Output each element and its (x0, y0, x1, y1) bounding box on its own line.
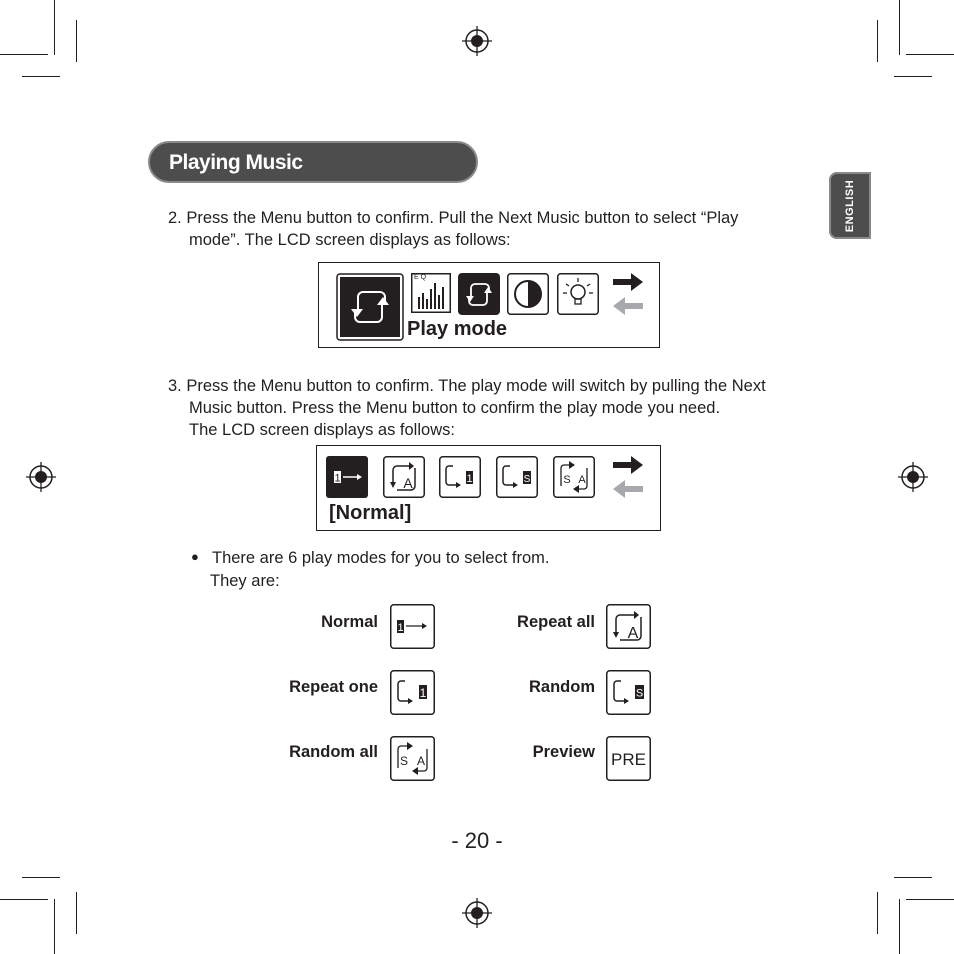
language-tab (829, 172, 871, 239)
crop-mark (906, 899, 954, 900)
bullet-line1: There are 6 play modes for you to select from. (212, 549, 550, 567)
random-all-icon (553, 456, 595, 498)
mode-label-random: Random (529, 678, 595, 696)
random-icon (606, 670, 651, 715)
mode-label-random-all: Random all (289, 743, 378, 761)
registration-mark-icon (462, 26, 492, 56)
icon-letter: S (523, 474, 531, 485)
page-number: - 20 - (451, 828, 503, 853)
repeat-all-icon (383, 456, 425, 498)
step3-line3: The LCD screen displays as follows: (189, 421, 455, 439)
lcd-screen-play-mode (318, 262, 660, 348)
icon-letter: S (563, 474, 571, 486)
language-tab-text: ENGLISH (844, 179, 856, 232)
random-icon (496, 456, 538, 498)
crop-mark (0, 54, 48, 55)
bullet-line2: They are: (210, 572, 280, 590)
step2-line2: mode”. The LCD screen displays as follows: (189, 231, 511, 249)
crop-mark (899, 899, 900, 954)
prev-arrow-icon (613, 480, 643, 498)
bullet-icon: ● (191, 549, 199, 564)
normal-mode-icon (390, 604, 435, 649)
crop-mark (894, 76, 932, 77)
icon-digit: 1 (397, 622, 404, 634)
registration-mark-icon (462, 898, 492, 928)
mode-label-normal: Normal (321, 613, 378, 631)
icon-letter: S (635, 687, 644, 700)
normal-mode-icon (326, 456, 368, 498)
registration-mark-icon (898, 462, 928, 492)
crop-mark (877, 20, 878, 62)
play-mode-icon (458, 273, 500, 315)
crop-mark (54, 0, 55, 55)
mode-label-preview: Preview (532, 743, 595, 761)
crop-mark (76, 892, 77, 934)
eq-icon-letters: E Q (414, 274, 427, 281)
crop-mark (54, 899, 55, 954)
prev-arrow-icon (613, 297, 643, 315)
registration-mark-icon (26, 462, 56, 492)
step3-line2: Music button. Press the Menu button to confirm the play mode you need. (189, 399, 721, 417)
icon-letter: A (627, 625, 639, 642)
crop-mark (0, 899, 48, 900)
icon-digit: 1 (419, 686, 427, 700)
random-all-icon (390, 736, 435, 781)
icon-text-pre: PRE (611, 750, 646, 769)
icon-letter: A (416, 754, 426, 768)
icon-letter: A (403, 475, 413, 491)
crop-mark (877, 892, 878, 934)
step2-line1: 2. Press the Menu button to confirm. Pull the Next Music button to select “Play (168, 209, 739, 227)
play-mode-large-icon (336, 273, 404, 341)
section-title-text: Playing Music (169, 151, 303, 174)
backlight-icon (557, 273, 599, 315)
step3-line1: 3. Press the Menu button to confirm. The play mode will switch by pulling the Next (168, 377, 766, 395)
section-title (148, 141, 478, 183)
mode-label-repeat-one: Repeat one (289, 678, 378, 696)
mode-label-repeat-all: Repeat all (517, 613, 595, 631)
crop-mark (899, 0, 900, 55)
crop-mark (906, 54, 954, 55)
lcd1-label: Play mode (407, 318, 508, 340)
icon-letter: S (399, 754, 409, 768)
repeat-all-icon (606, 604, 651, 649)
preview-icon (606, 736, 651, 781)
crop-mark (894, 877, 932, 878)
crop-mark (76, 20, 77, 62)
next-arrow-icon (613, 456, 643, 474)
next-arrow-icon (613, 273, 643, 291)
icon-digit: 1 (334, 472, 341, 485)
icon-digit: 1 (466, 473, 473, 485)
lcd-screen-normal (316, 445, 661, 531)
icon-letter: A (578, 474, 586, 486)
repeat-one-icon (390, 670, 435, 715)
repeat-one-icon (439, 456, 481, 498)
crop-mark (22, 877, 60, 878)
contrast-icon (507, 273, 549, 315)
lcd2-label: [Normal] (329, 502, 412, 524)
crop-mark (22, 76, 60, 77)
